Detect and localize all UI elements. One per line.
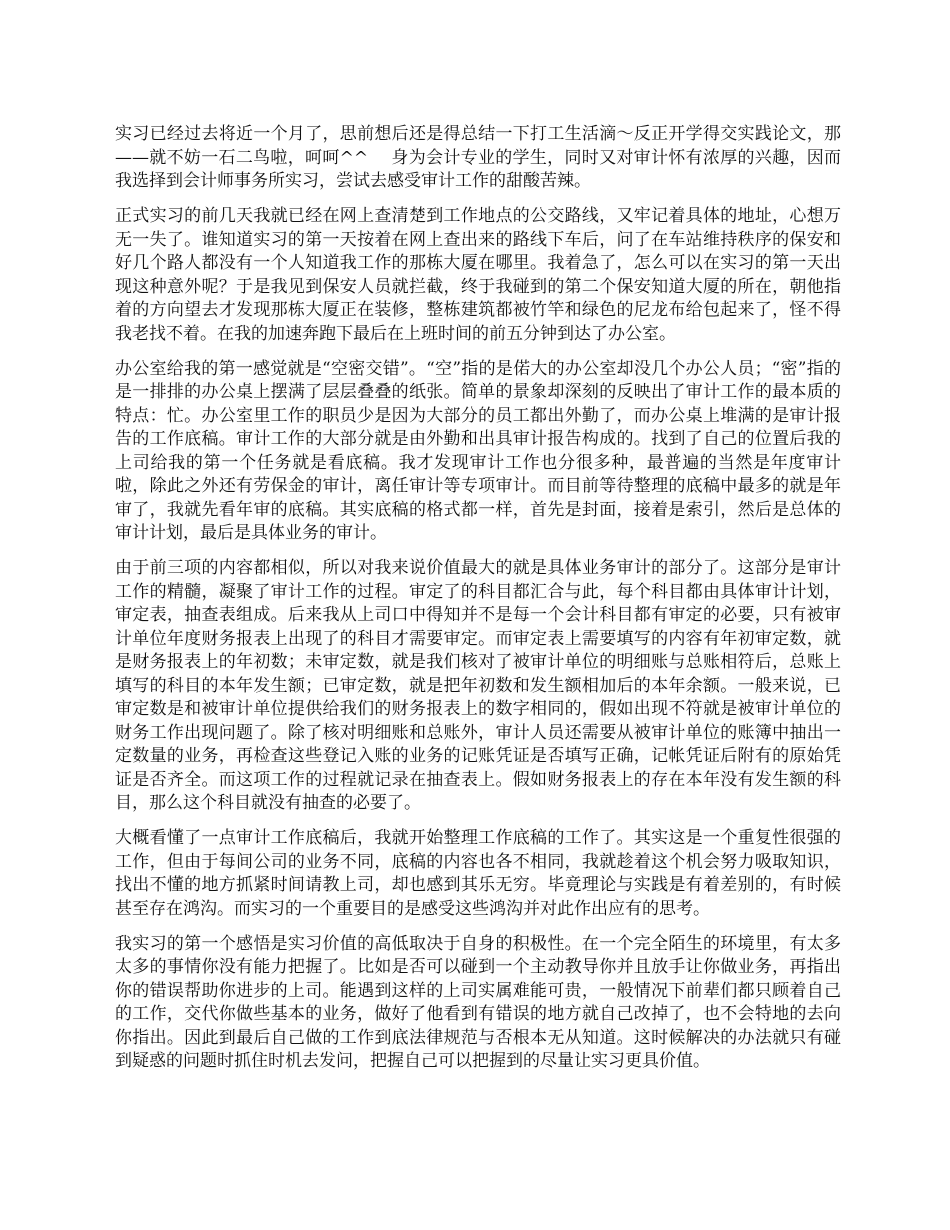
paragraph-intro: 实习已经过去将近一个月了，思前想后还是得总结一下打工生活滴～反正开学得交实践论文，那——就不妨一石二鸟啦，呵呵^^ 身为会计专业的学生，同时又对审计怀有浓厚的兴趣，因而我选择到会计师事务所实习，尝试去感受审计工作的甜酸苦辣。 xyxy=(115,124,841,191)
paragraph-office-impression: 办公室给我的第一感觉就是“空密交错”。“空”指的是偌大的办公室却没几个办公人员；“密”指的是一排排的办公桌上摆满了层层叠叠的纸张。简单的景象却深刻的反映出了审计工作的最本质的特点：忙。办公室里工作的职员少是因为大部分的员工都出外勤了，而办公桌上堆满的是审计报告的工作底稿。审计工作的大部分就是由外勤和出具审计报告构成的。找到了自己的位置后我的上司给我的第一个任务就是看底稿。我才发现审计工作也分很多种，最普遍的当然是年度审计啦，除此之外还有劳保金的审计，离任审计等专项审计。而目前等待整理的底稿中最多的就是年审了，我就先看年审的底稿。其实底稿的格式都一样，首先是封面，接着是索引，然后是总体的审计计划，最后是具体业务的审计。 xyxy=(115,358,841,543)
paragraph-first-insight: 我实习的第一个感悟是实习价值的高低取决于自身的积极性。在一个完全陌生的环境里，有太多太多的事情你没有能力把握了。比如是否可以碰到一个主动教导你并且放手让你做业务，再指出你的错误帮助你进步的上司。能遇到这样的上司实属难能可贵，一般情况下前辈们都只顾着自己的工作，交代你做些基本的业务，做好了他看到有错误的地方就自己改掉了，也不会特地的去向你指出。因此到最后自己做的工作到底法律规范与否根本无从知道。这时候解决的办法就只有碰到疑惑的问题时抓住时机去发问，把握自己可以把握到的尽量让实习更具价值。 xyxy=(115,933,841,1071)
paragraph-organizing-drafts: 大概看懂了一点审计工作底稿后，我就开始整理工作底稿的工作了。其实这是一个重复性很强的工作，但由于每间公司的业务不同，底稿的内容也各不相同，我就趁着这个机会努力吸取知识，找出不懂的地方抓紧时间请教上司，却也感到其乐无穷。毕竟理论与实践是有着差别的，有时候甚至存在鸿沟。而实习的一个重要目的是感受这些鸿沟并对此作出应有的思考。 xyxy=(115,828,841,919)
paragraph-first-day: 正式实习的前几天我就已经在网上查清楚到工作地点的公交路线，又牢记着具体的地址，心想万无一失了。谁知道实习的第一天按着在网上查出来的路线下车后，问了在车站维持秩序的保安和好几个路人都没有一个人知道我工作的那栋大厦在哪里。我着急了，怎么可以在实习的第一天出现这种意外呢？于是我见到保安人员就拦截，终于我碰到的第二个保安知道大厦的所在，朝他指着的方向望去才发现那栋大厦正在装修，整栋建筑都被竹竿和绿色的尼龙布给包起来了，怪不得我老找不着。在我的加速奔跑下最后在上班时间的前五分钟到达了办公室。 xyxy=(115,206,841,344)
document-body xyxy=(115,123,841,1085)
paragraph-audit-details: 由于前三项的内容都相似，所以对我来说价值最大的就是具体业务审计的部分了。这部分是审计工作的精髓，凝聚了审计工作的过程。审定了的科目都汇合与此，每个科目都由具体审计计划，审定表，抽查表组成。后来我从上司口中得知并不是每一个会计科目都有审定的必要，只有被审计单位年度财务报表上出现了的科目才需要审定。而审定表上需要填写的内容有年初审定数，就是财务报表上的年初数；未审定数，就是我们核对了被审计单位的明细账与总账相符后，总账上填写的科目的本年发生额；已审定数，就是把年初数和发生额相加后的本年余额。一般来说，已审定数是和被审计单位提供给我们的财务报表上的数字相同的，假如出现不符就是被审计单位的财务工作出现问题了。除了核对明细账和总账外，审计人员还需要从被审计单位的账簿中抽出一定数量的业务，再检查这些登记入账的业务的记账凭证是否填写正确，记帐凭证后附有的原始凭证是否齐全。而这项工作的过程就记录在抽查表上。假如财务报表上的存在本年没有发生额的科目，那么这个科目就没有抽查的必要了。 xyxy=(115,558,841,813)
